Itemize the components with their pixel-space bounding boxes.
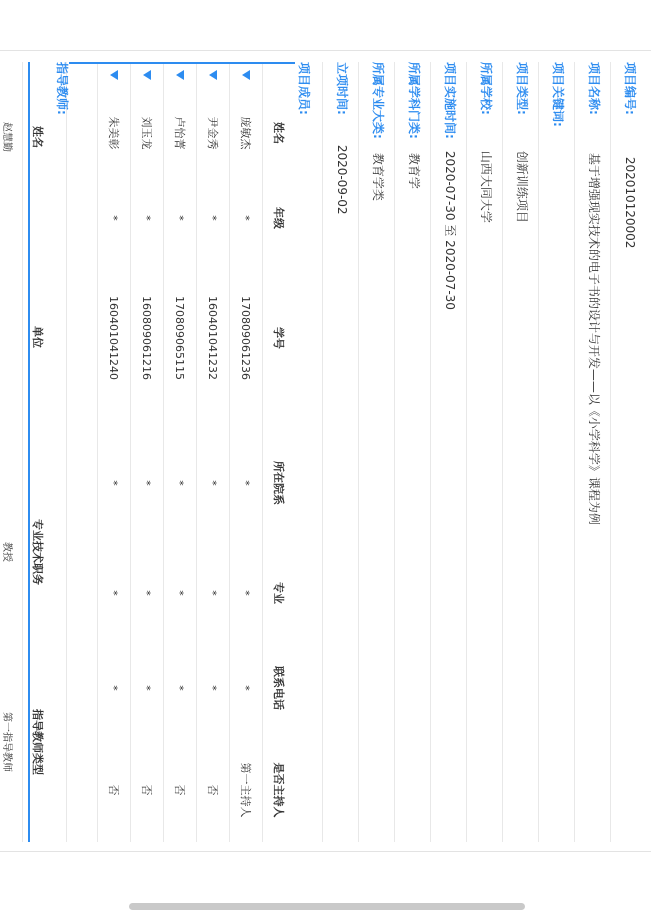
top-divider [0,50,651,51]
field-project-type [514,62,531,842]
column-header: 指导教师类型 [23,642,54,842]
table-cell: 否 [131,738,164,842]
table-row [197,62,230,842]
column-header: 联系电话 [263,638,296,738]
project-detail [0,62,651,842]
bottom-divider [0,851,651,852]
field-keywords [550,62,567,842]
table-cell: * [98,178,131,258]
expand-toggle[interactable] [98,62,131,88]
field-label: 项目名称: [587,62,601,115]
advisors-title: 指导教师: [55,62,69,115]
field-label: 项目编号: [623,62,637,115]
table-row [230,62,263,842]
table-cell: 教授 [1,542,13,562]
table-row [0,62,23,842]
column-header: 所在院系 [263,418,296,548]
table-cell: 170809065115 [164,258,197,418]
members-title: 项目成员: [297,62,311,115]
field-approval-date [334,62,351,842]
field-value: 创新训练项目 [515,150,529,223]
column-header: 是否主持人 [263,738,296,842]
table-cell: 庞敏杰 [230,88,263,178]
advisors-table-accent-bar [28,62,30,842]
table-cell: * [197,548,230,638]
table-cell: 第一指导教师 [1,712,13,772]
field-label: 项目类型: [515,62,529,115]
table-cell: 否 [98,738,131,842]
field-value: 2020-09-02 [335,144,350,215]
table-cell: 否 [197,738,230,842]
table-cell [0,212,23,462]
field-label: 项目实施时间: [443,62,457,139]
table-cell: * [164,638,197,738]
expand-toggle[interactable] [230,62,263,88]
field-project-name [586,62,603,842]
table-cell: 尹金秀 [197,88,230,178]
table-cell: 刘玉龙 [131,88,164,178]
field-implementation-time [442,62,459,842]
expand-triangle-icon [177,70,185,80]
row-divider [430,62,431,842]
column-header: 专业技术职务 [23,462,54,642]
table-cell: 160401041232 [197,258,230,418]
row-divider [322,62,323,842]
table-cell: * [98,548,131,638]
table-cell: * [164,548,197,638]
row-divider [466,62,467,842]
table-cell: * [131,638,164,738]
field-label: 所属学校: [479,62,493,115]
table-header-row [263,62,296,842]
table-empty-row [67,62,98,842]
table-cell: * [197,418,230,548]
expand-triangle-icon [111,70,119,80]
table-cell: * [197,638,230,738]
table-cell: 否 [164,738,197,842]
table-cell: * [164,418,197,548]
table-cell: * [230,178,263,258]
column-header: 单位 [23,212,54,462]
table-cell: * [164,178,197,258]
field-value: 教育学类 [371,152,385,201]
field-label: 立项时间: [335,62,349,115]
field-value: 山西大同大学 [479,150,493,223]
column-header: 姓名 [23,62,54,212]
table-cell: * [131,548,164,638]
expand-toggle[interactable] [197,62,230,88]
field-label: 项目关键词: [551,62,565,127]
table-row [131,62,164,842]
expand-toggle[interactable] [131,62,164,88]
table-cell: 170809061236 [230,258,263,418]
field-value: 202010120002 [623,156,638,249]
table-cell: * [131,178,164,258]
table-cell: * [230,418,263,548]
expand-triangle-icon [243,70,251,80]
field-major-category [370,62,387,842]
field-label: 所属学科门类: [407,62,421,139]
row-divider [394,62,395,842]
horizontal-scrollbar[interactable] [129,903,525,910]
table-cell: 朱美彰 [98,88,131,178]
table-row [98,62,131,842]
table-cell: * [98,638,131,738]
table-cell [67,62,98,842]
table-cell: 160401041240 [98,258,131,418]
members-table [66,62,295,842]
expand-column-header [263,62,296,88]
table-row [164,62,197,842]
expand-toggle[interactable] [164,62,197,88]
expand-triangle-icon [144,70,152,80]
field-school [478,62,495,842]
row-divider [574,62,575,842]
column-header: 学号 [263,258,296,418]
row-divider [502,62,503,842]
column-header: 专业 [263,548,296,638]
row-divider [538,62,539,842]
row-divider [358,62,359,842]
field-label: 所属专业大类: [371,62,385,139]
members-table-accent-bar [69,62,295,64]
field-discipline [406,62,423,842]
table-cell: 赵慧勤 [1,122,13,152]
table-cell: 第一主持人 [230,738,263,842]
field-value: 教育学 [407,152,421,189]
column-header: 年级 [263,178,296,258]
table-cell: * [230,638,263,738]
column-header: 姓名 [263,88,296,178]
field-value: 基于增强现实技术的电子书的设计与开发——以《小学科学》课程为例 [587,152,601,525]
table-cell: * [230,548,263,638]
row-divider [610,62,611,842]
expand-triangle-icon [210,70,218,80]
advisors-table [0,62,53,842]
table-cell: 160809061216 [131,258,164,418]
table-cell: * [131,418,164,548]
table-cell: * [197,178,230,258]
table-cell: 卢怡菁 [164,88,197,178]
field-project-number [622,62,639,842]
table-cell: * [98,418,131,548]
field-value: 2020-07-30 至 2020-07-30 [443,150,457,310]
